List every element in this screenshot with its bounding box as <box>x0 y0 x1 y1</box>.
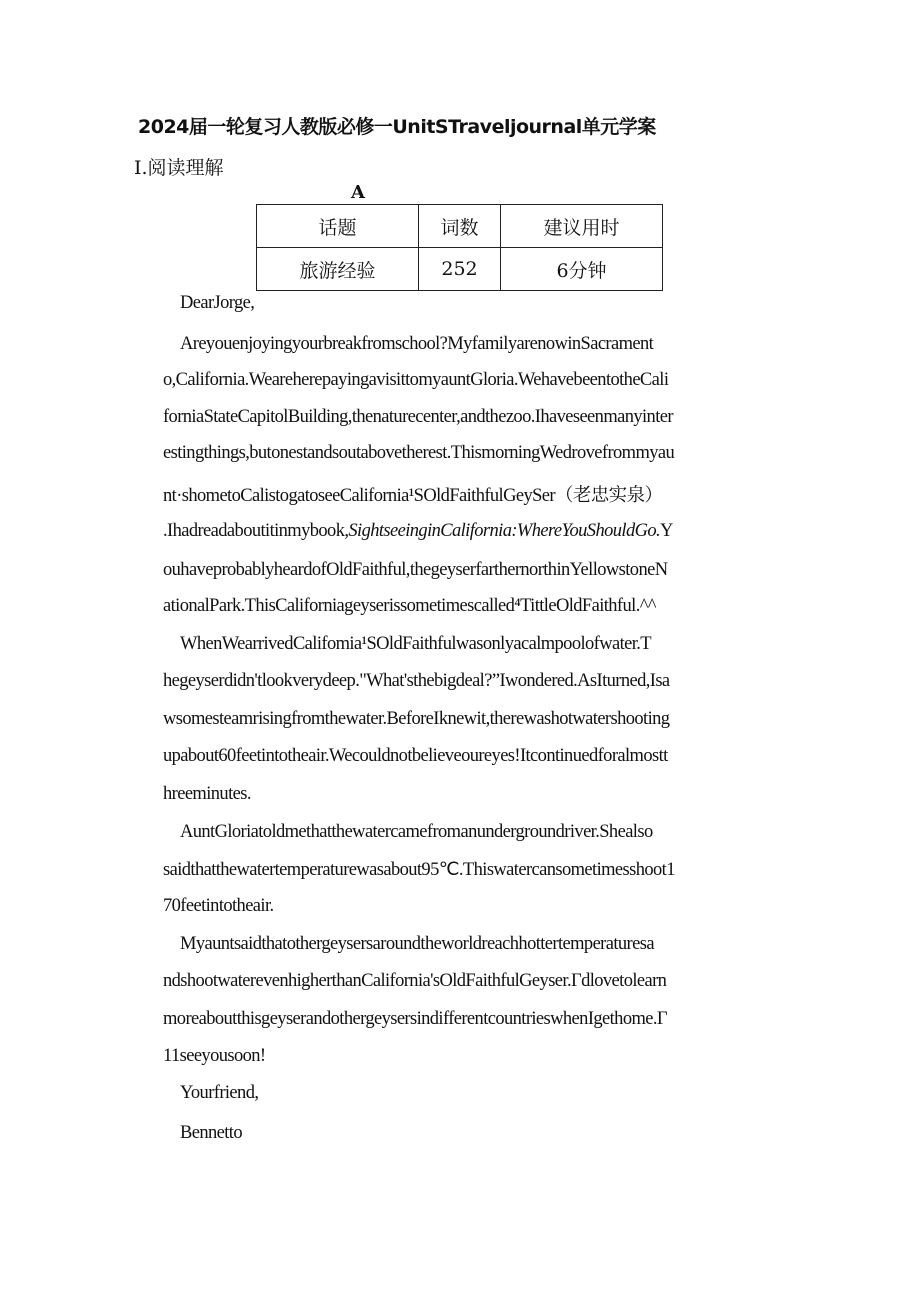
text-line: Myauntsaidthatothergeysersaroundtheworldreachhottertemperaturesa <box>180 934 654 954</box>
header-cell-time: 建议用时 <box>501 205 663 248</box>
text-line: hreeminutes. <box>163 784 251 804</box>
text-line: AuntGloriatoldmethatthewatercamefromanundergroundriver.Shealso <box>180 822 653 842</box>
book-title: SightseeinginCalifornia:WhereYouShouldGo. <box>348 521 661 541</box>
text-line: upabout60feetintotheair.Wecouldnotbelieveoureyes!Itcontinuedforalmostt <box>163 746 668 766</box>
text-fragment: Y <box>660 521 673 541</box>
text-fragment: .Ihadreadaboutitinmybook, <box>163 521 349 541</box>
text-line: wsomesteamrisingfromthewater.BeforeIknewit,therewashotwatershooting <box>163 709 670 729</box>
info-table <box>256 204 663 291</box>
text-line: ouhaveprobablyheardofOldFaithful,thegeyserfarthernorthinYellowstoneN <box>163 560 668 580</box>
table-header-row <box>257 205 663 248</box>
header-cell-topic: 话题 <box>257 205 419 248</box>
document-title: 2024届一轮复习人教版必修一UnitSTraveljournal单元学案 <box>138 116 656 138</box>
cell-time: 6分钟 <box>501 248 663 291</box>
cell-topic: 旅游经验 <box>257 248 419 291</box>
text-line: estingthings,butonestandsoutabovetherest.ThismorningWedrovefrommyau <box>163 443 675 463</box>
closing: Yourfriend, <box>180 1083 259 1103</box>
text-line: ndshootwaterevenhigherthanCalifornia'sOldFaithfulGeyser.Гdlovetolearn <box>163 971 667 991</box>
text-line: nt·shometoCalistogatoseeCalifornia¹SOldFaithfulGeySer（老忠实泉） <box>163 486 663 506</box>
table-row <box>257 248 663 291</box>
text-line: forniaStateCapitolBuilding,thenaturecenter,andthezoo.Ihaveseenmanyinter <box>163 407 673 427</box>
text-line: 70feetintotheair. <box>163 896 274 916</box>
passage-label: A <box>351 182 365 203</box>
salutation: DearJorge, <box>180 293 255 313</box>
text-line: Areyouenjoyingyourbreakfromschool?MyfamilyarenowinSacrament <box>180 334 654 354</box>
text-line: ationalPark.ThisCaliforniageyserissometimescalled⁴TittleOldFaithful.^^ <box>163 596 656 616</box>
text-line <box>163 521 673 542</box>
header-cell-wordcount: 词数 <box>418 205 500 248</box>
section-heading: I.阅读理解 <box>134 157 224 179</box>
cell-wordcount: 252 <box>418 248 500 291</box>
text-line: 11seeyousoon! <box>163 1046 266 1066</box>
text-line: o,California.WeareherepayingavisittomyauntGloria.WehavebeentotheCali <box>163 370 669 390</box>
text-line: moreaboutthisgeyserandothergeysersindifferentcountrieswhenIgethome.Г <box>163 1009 668 1029</box>
text-line: hegeyserdidn'tlookverydeep."What'sthebigdeal?”Iwondered.AsIturned,Isa <box>163 671 670 691</box>
text-line: saidthatthewatertemperaturewasabout95℃.Thiswatercansometimesshoot1 <box>163 860 675 880</box>
text-line: WhenWearrivedCalifomia¹SOldFaithfulwasonlyacalmpoolofwater.T <box>180 634 652 654</box>
signature: Bennetto <box>180 1123 242 1143</box>
